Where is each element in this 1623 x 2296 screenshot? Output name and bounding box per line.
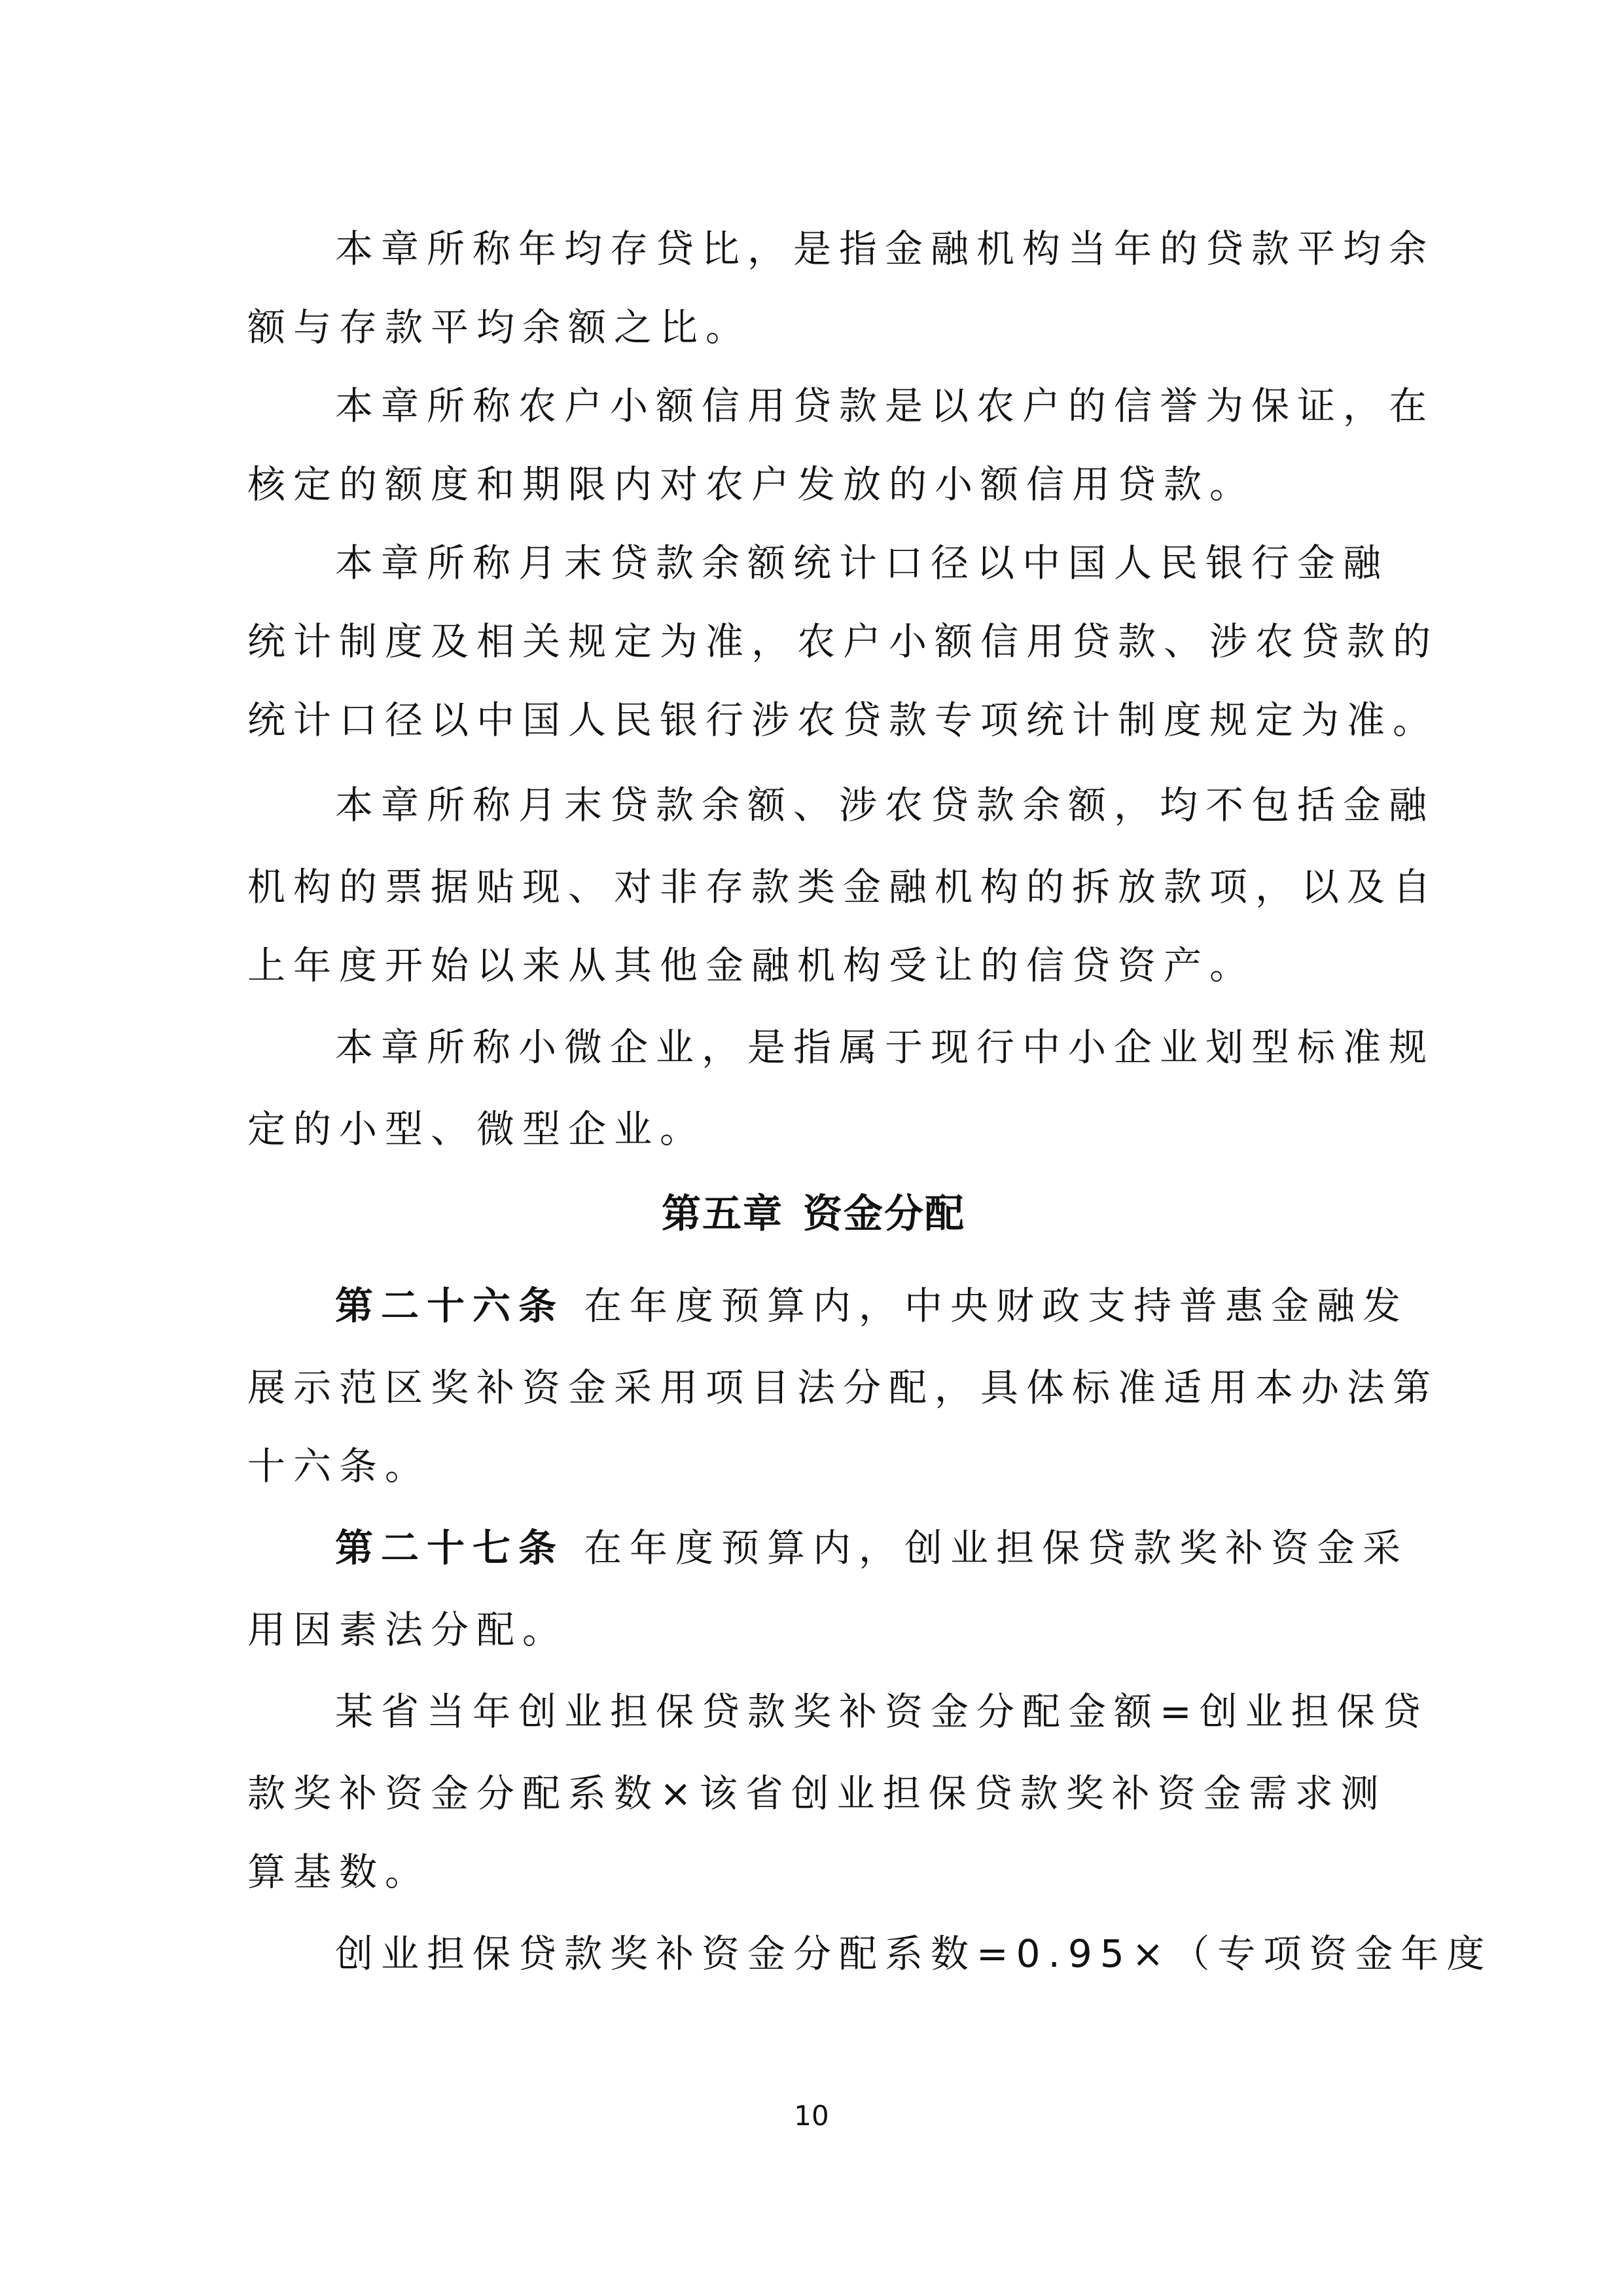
article-text: 在年度预算内，中央财政支持普惠金融发 [584,1283,1409,1328]
article-number: 第二十六条 [335,1283,565,1328]
paragraph-line: 机构的票据贴现、对非存款类金融机构的拆放款项，以及自 [247,865,1439,909]
page-number: 10 [794,2100,829,2132]
article-text: 在年度预算内，创业担保贷款奖补资金采 [584,1526,1409,1570]
paragraph-line: 某省当年创业担保贷款奖补资金分配金额=创业担保贷 [335,1689,1429,1734]
paragraph-line: 额与存款平均余额之比。 [247,305,752,350]
chapter-heading [247,1181,1380,1247]
paragraph-line: 创业担保贷款奖补资金分配系数=0.95×（专项资金年度 [335,1931,1493,1976]
paragraph-line: 统计口径以中国人民银行涉农贷款专项统计制度规定为准。 [247,698,1439,742]
article-first-line [335,1515,1409,1581]
paragraph-line: 本章所称年均存贷比，是指金融机构当年的贷款平均余 [335,226,1435,271]
paragraph-line: 款奖补资金分配系数×该省创业担保贷款奖补资金需求测 [247,1771,1387,1816]
article-first-line [335,1273,1409,1338]
paragraph-line: 本章所称小微企业，是指属于现行中小企业划型标准规 [335,1025,1435,1069]
paragraph-line: 本章所称月末贷款余额统计口径以中国人民银行金融 [335,541,1389,585]
paragraph-line: 展示范区奖补资金采用项目法分配，具体标准适用本办法第 [247,1365,1439,1410]
paragraph-line: 定的小型、微型企业。 [247,1107,706,1151]
paragraph-line: 算基数。 [247,1850,431,1894]
paragraph-line: 核定的额度和期限内对农户发放的小额信用贷款。 [247,462,1256,507]
paragraph-line: 统计制度及相关规定为准，农户小额信用贷款、涉农贷款的 [247,619,1439,664]
article-number: 第二十七条 [335,1526,565,1570]
chapter-title: 资金分配 [803,1191,965,1237]
paragraph-line: 用因素法分配。 [247,1607,569,1652]
paragraph-line: 十六条。 [247,1444,431,1488]
paragraph-line: 本章所称农户小额信用贷款是以农户的信誉为保证，在 [335,384,1435,428]
paragraph-line: 本章所称月末贷款余额、涉农贷款余额，均不包括金融 [335,783,1435,827]
paragraph-line: 上年度开始以来从其他金融机构受让的信贷资产。 [247,943,1256,988]
chapter-number: 第五章 [662,1191,783,1237]
